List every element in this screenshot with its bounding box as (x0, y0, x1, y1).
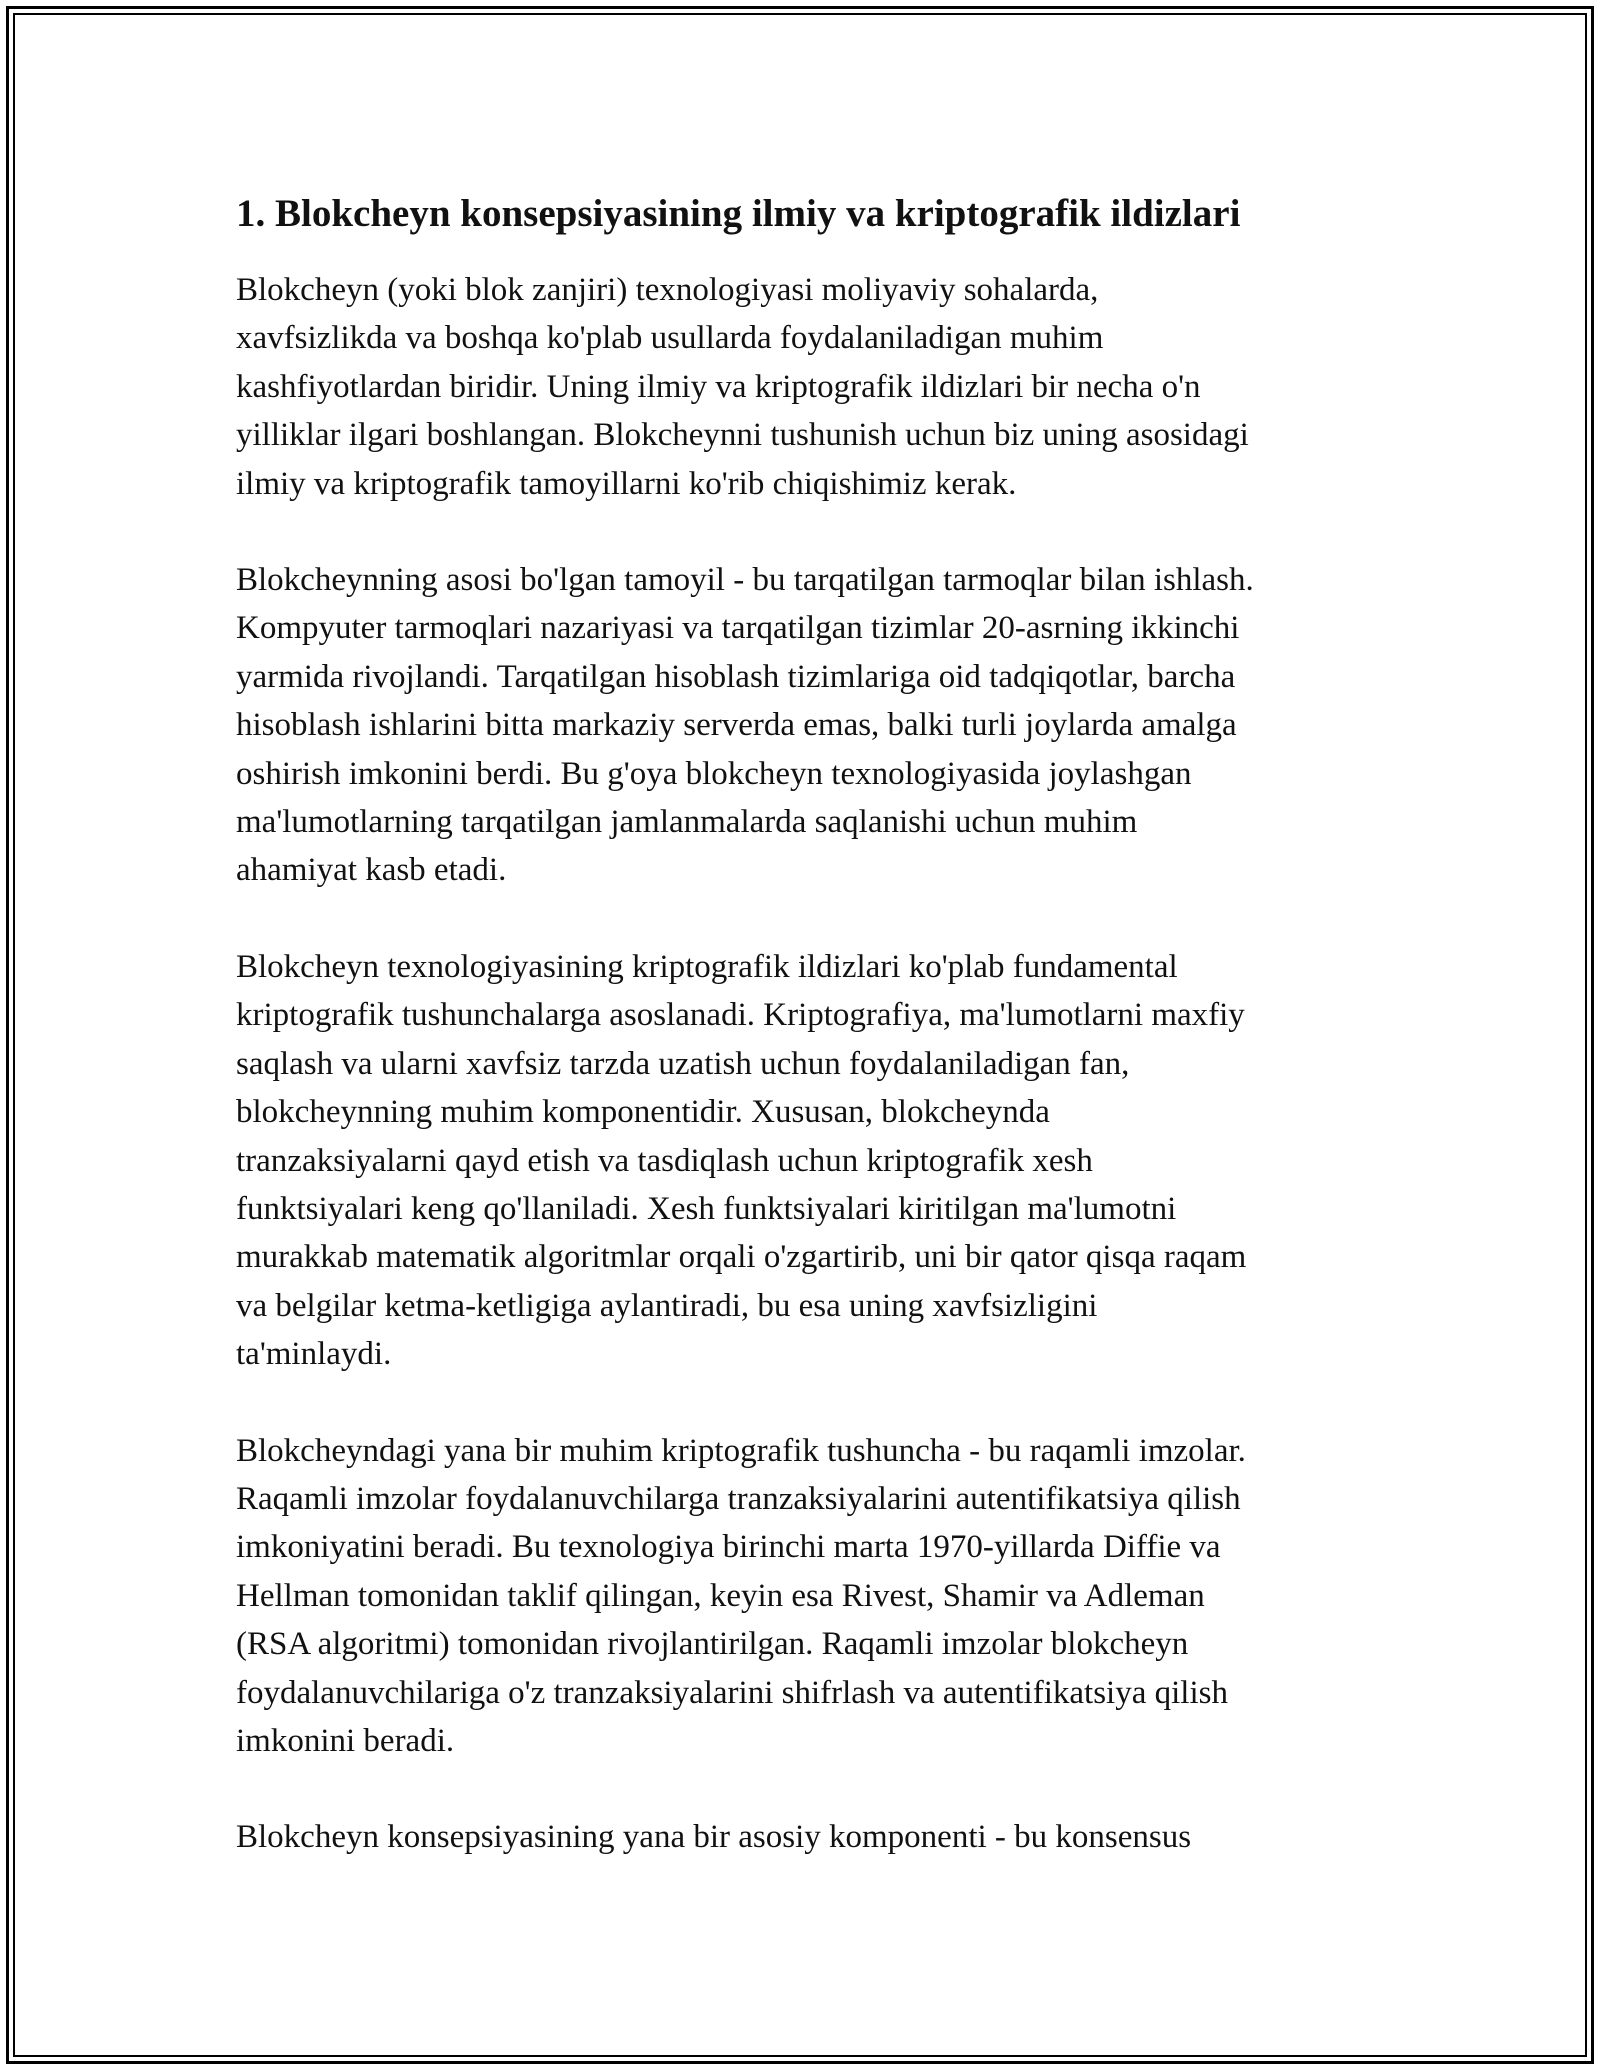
text-line: kashfiyotlardan biridir. Uning ilmiy va kriptografik ildizlari bir necha o'n (236, 368, 1201, 405)
paragraph-3 (236, 943, 1376, 1379)
text-line: Blokcheyn (yoki blok zanjiri) texnologiyasi moliyaviy sohalarda, (236, 272, 1099, 308)
document-body (236, 188, 1376, 1910)
text-line: Raqamli imzolar foydalanuvchilarga tranzaksiyalarini autentifikatsiya qilish (236, 1480, 1241, 1517)
text-line: imkonini beradi. (236, 1722, 455, 1759)
paragraph-4 (236, 1427, 1376, 1766)
text-line: xavfsizlikda va boshqa ko'plab usullarda foydalaniladigan muhim (236, 320, 1104, 357)
text-line: ma'lumotlarning tarqatilgan jamlanmalarda saqlanishi uchun muhim (236, 804, 1138, 841)
text-line: Blokcheyndagi yana bir muhim kriptografik tushuncha - bu raqamli imzolar. (236, 1432, 1246, 1469)
text-line: yilliklar ilgari boshlangan. Blokcheynni tushunish uchun biz uning asosidagi (236, 417, 1249, 454)
text-line: hisoblash ishlarini bitta markaziy serverda emas, balki turli joylarda amalga (236, 707, 1237, 744)
section-heading: 1. Blokcheyn konsepsiyasining ilmiy va kriptografik ildizlari (236, 192, 1241, 235)
text-line: imkoniyatini beradi. Bu texnologiya birinchi marta 1970-yillarda Diffie va (236, 1529, 1221, 1566)
text-line: ahamiyat kasb etadi. (236, 852, 507, 889)
text-line: tranzaksiyalarni qayd etish va tasdiqlash uchun kriptografik xesh (236, 1142, 1093, 1179)
text-line: Blokcheyn konsepsiyasining yana bir asosiy komponenti - bu konsensus (236, 1819, 1192, 1856)
text-line: funktsiyalari keng qo'llaniladi. Xesh funktsiyalari kiritilgan ma'lumotni (236, 1190, 1177, 1227)
text-line: foydalanuvchilariga o'z tranzaksiyalarini shifrlash va autentifikatsiya qilish (236, 1674, 1228, 1711)
text-line: oshirish imkonini berdi. Bu g'oya blokcheyn texnologiyasida joylashgan (236, 755, 1192, 792)
text-line: (RSA algoritmi) tomonidan rivojlantirilgan. Raqamli imzolar blokcheyn (236, 1626, 1189, 1663)
text-line: va belgilar ketma-ketligiga aylantiradi, bu esa uning xavfsizligini (236, 1287, 1098, 1324)
text-line: saqlash va ularni xavfsiz tarzda uzatish uchun foydalaniladigan fan, (236, 1045, 1130, 1082)
text-line: murakkab matematik algoritmlar orqali o'zgartirib, uni bir qator qisqa raqam (236, 1239, 1247, 1276)
paragraph-2 (236, 556, 1376, 895)
text-line: ta'minlaydi. (236, 1336, 392, 1373)
text-line: kriptografik tushunchalarga asoslanadi. Kriptografiya, ma'lumotlarni maxfiy (236, 997, 1245, 1034)
text-line: ilmiy va kriptografik tamoyillarni ko'rib chiqishimiz kerak. (236, 465, 1017, 502)
text-line: Kompyuter tarmoqlari nazariyasi va tarqatilgan tizimlar 20-asrning ikkinchi (236, 610, 1240, 647)
text-line: Blokcheyn texnologiyasining kriptografik ildizlari ko'plab fundamental (236, 948, 1178, 985)
text-line: yarmida rivojlandi. Tarqatilgan hisoblash tizimlariga oid tadqiqotlar, barcha (236, 658, 1236, 695)
text-line: blokcheynning muhim komponentidir. Xususan, blokcheynda (236, 1094, 1050, 1131)
paragraph-5 (236, 1813, 1376, 1861)
text-line: Blokcheynning asosi bo'lgan tamoyil - bu tarqatilgan tarmoqlar bilan ishlash. (236, 562, 1254, 599)
paragraph-1 (236, 266, 1376, 508)
text-line: Hellman tomonidan taklif qilingan, keyin esa Rivest, Shamir va Adleman (236, 1577, 1205, 1614)
